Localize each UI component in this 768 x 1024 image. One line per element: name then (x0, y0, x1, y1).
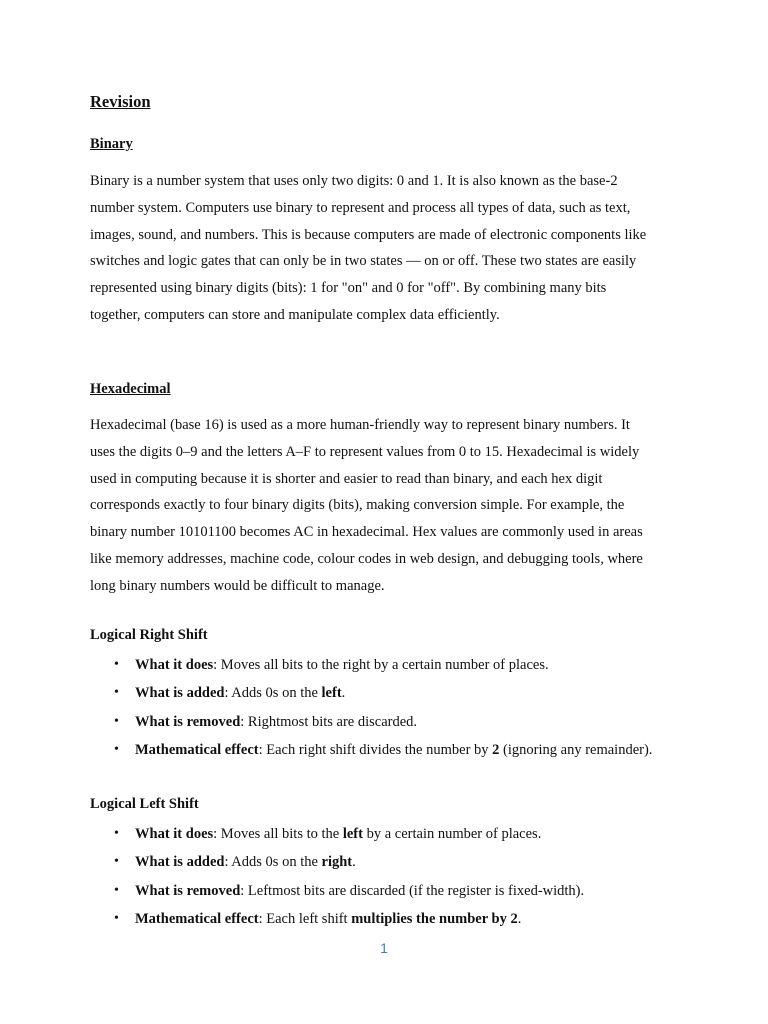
binary-heading: Binary (90, 136, 133, 152)
item-emphasis: right (321, 854, 353, 871)
item-text: : Leftmost bits are discarded (if the register is fixed-width). (240, 882, 585, 899)
item-label: What it does (135, 826, 214, 842)
item-text: : Rightmost bits are discarded. (240, 713, 418, 730)
binary-line: represented using binary digits (bits): 1 for "on" and 0 for "off". By combining many bits (90, 280, 607, 297)
item-label: What is added (135, 854, 225, 871)
binary-line: images, sound, and numbers. This is because computers are made of electronic components like (90, 226, 647, 243)
item-label: What is removed (135, 882, 241, 899)
bullet-icon: • (114, 657, 119, 672)
item-text: : Each right shift divides the number by (258, 741, 493, 758)
left-shift-heading: Logical Left Shift (90, 796, 199, 812)
hexadecimal-line: corresponds exactly to four binary digits (bits), making conversion simple. For example, the (90, 497, 625, 514)
item-label: What is removed (135, 713, 241, 730)
binary-line: together, computers can store and manipulate complex data efficiently. (90, 306, 500, 323)
item-text: : Moves all bits to the (213, 826, 343, 842)
item-text: (ignoring any remainder). (499, 741, 653, 758)
item-text: by a certain number of places. (362, 826, 542, 842)
item-emphasis: left (342, 826, 363, 842)
binary-line: switches and logic gates that can only be in two states — on or off. These two states are easily (90, 253, 637, 270)
hexadecimal-line: binary number 10101100 becomes AC in hexadecimal. Hex values are commonly used in areas (90, 524, 643, 541)
item-label: What is added (135, 685, 225, 702)
list-item (90, 683, 710, 711)
item-text: : Adds 0s on the (224, 685, 322, 702)
page-title: Revision (90, 92, 151, 111)
item-text: . (341, 685, 346, 702)
bullet-icon: • (114, 826, 119, 841)
list-item (90, 740, 710, 768)
item-text: : Each left shift (258, 910, 352, 927)
binary-line: Binary is a number system that uses only two digits: 0 and 1. It is also known as the base-2 (90, 173, 618, 189)
item-label: Mathematical effect (135, 741, 259, 758)
bullet-icon: • (114, 713, 119, 729)
item-emphasis: multiplies the number by 2 (351, 910, 518, 927)
list-item (90, 909, 710, 937)
item-text: : Moves all bits to the right by a certain number of places. (213, 657, 549, 673)
right-shift-heading: Logical Right Shift (90, 627, 208, 643)
list-item (90, 881, 710, 909)
hexadecimal-line: like memory addresses, machine code, colour codes in web design, and debugging tools, where (90, 550, 643, 567)
bullet-icon: • (114, 685, 119, 701)
list-item (90, 712, 710, 740)
item-text: . (517, 910, 522, 927)
binary-line: number system. Computers use binary to represent and process all types of data, such as text, (90, 199, 631, 216)
bullet-icon: • (114, 910, 119, 926)
list-item (90, 852, 710, 880)
binary-paragraph (90, 168, 690, 329)
right-shift-list (90, 655, 710, 768)
list-item (90, 824, 710, 852)
page-number: 1 (380, 940, 388, 956)
list-item (90, 655, 710, 683)
hexadecimal-line: uses the digits 0–9 and the letters A–F to represent values from 0 to 15. Hexadecimal is widely (90, 443, 640, 460)
hexadecimal-heading: Hexadecimal (90, 381, 171, 397)
item-label: Mathematical effect (135, 910, 259, 927)
item-emphasis: 2 (492, 741, 500, 758)
hexadecimal-line: Hexadecimal (base 16) is used as a more human-friendly way to represent binary numbers. It (90, 417, 630, 433)
bullet-icon: • (114, 854, 119, 870)
bullet-icon: • (114, 741, 119, 757)
hexadecimal-paragraph (90, 412, 690, 600)
item-label: What it does (135, 657, 214, 673)
item-emphasis: left (321, 685, 342, 702)
item-text: : Adds 0s on the (224, 854, 322, 871)
hexadecimal-line: long binary numbers would be difficult to manage. (90, 577, 385, 594)
left-shift-list (90, 824, 710, 937)
item-text: . (352, 854, 356, 871)
bullet-icon: • (114, 882, 119, 898)
hexadecimal-line: used in computing because it is shorter and easier to read than binary, and each hex digit (90, 470, 603, 487)
